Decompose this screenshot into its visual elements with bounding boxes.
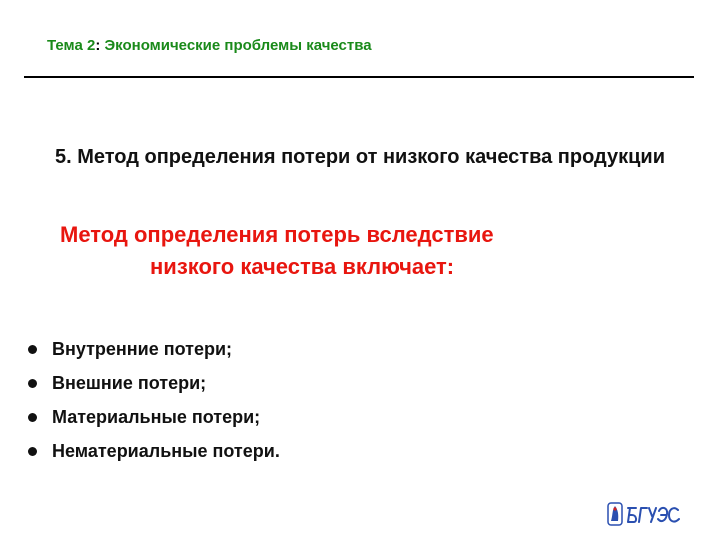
intro-line-2: низкого качества включает: — [150, 254, 455, 279]
list-item — [28, 332, 280, 366]
topic-label: Тема 2 — [47, 37, 96, 54]
intro-line-1: Метод определения потерь вследствие — [60, 222, 494, 247]
logo-wordmark — [628, 508, 679, 522]
emblem-icon — [608, 503, 622, 525]
list-item — [28, 366, 280, 400]
bullet-icon — [28, 447, 37, 456]
bullet-list — [28, 332, 280, 468]
bullet-icon — [28, 379, 37, 388]
section-title: 5. Метод определения потери от низкого качества продукции — [54, 146, 666, 168]
header-divider — [24, 76, 694, 78]
topic-separator: : — [95, 37, 105, 54]
slide-header — [47, 37, 372, 54]
list-item-text: Внешние потери; — [52, 372, 207, 393]
list-item-text: Внутренние потери; — [52, 338, 233, 359]
topic-title: Экономические проблемы качества — [104, 37, 372, 54]
logo-text: ВГУЭС — [646, 527, 650, 528]
list-item — [28, 434, 280, 468]
university-logo — [606, 500, 686, 528]
bullet-icon — [28, 413, 37, 422]
bullet-icon — [28, 345, 37, 354]
intro-text — [60, 219, 660, 283]
list-item-text: Материальные потери; — [52, 406, 261, 427]
list-item-text: Нематериальные потери. — [52, 440, 280, 461]
list-item — [28, 400, 280, 434]
